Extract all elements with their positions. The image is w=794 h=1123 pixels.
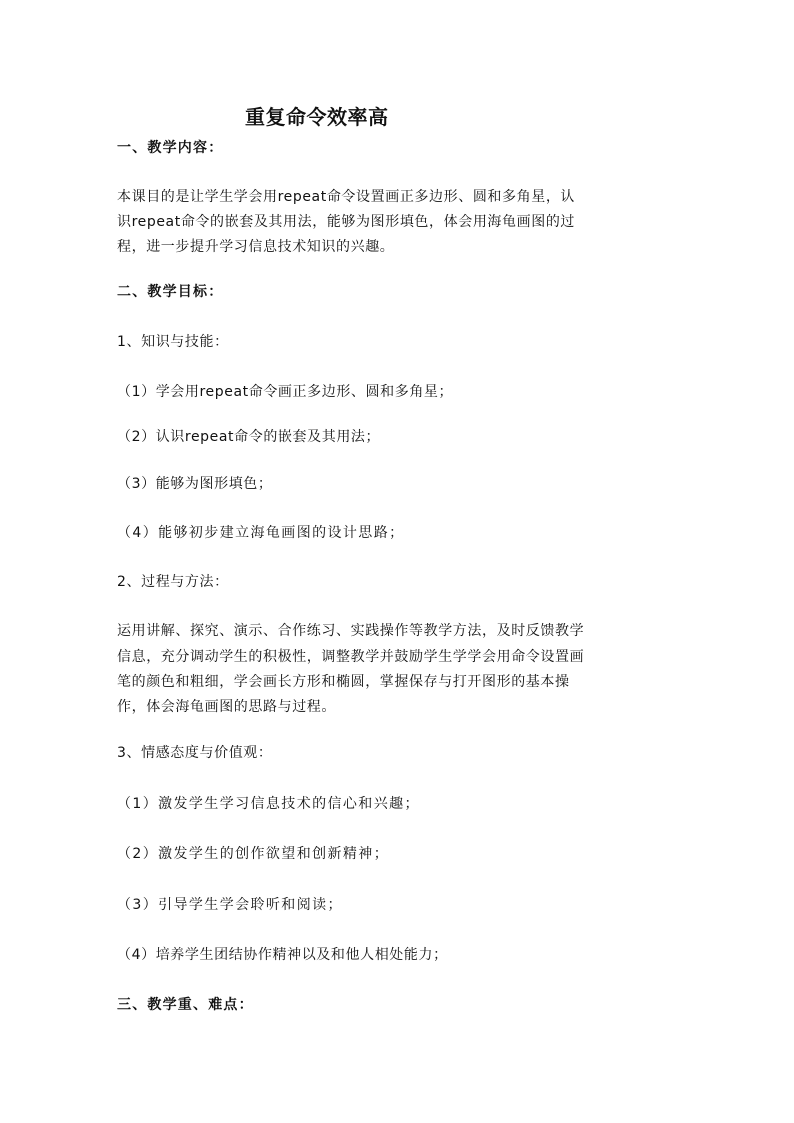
process-paragraph-line-3: 笔的颜色和粗细，学会画长方形和椭圆，掌握保存与打开图形的基本操 (117, 674, 570, 690)
list-item: （1）激发学生学习信息技术的信心和兴趣； (117, 796, 420, 812)
list-item: （4）培养学生团结协作精神以及和他人相处能力； (117, 947, 448, 963)
list-item: （3）引导学生学会聆听和阅读； (117, 897, 343, 913)
subsection-label-process: 2、过程与方法： (117, 574, 229, 590)
list-item: （1）学会用repeat命令画正多边形、圆和多角星； (117, 384, 454, 400)
list-item: （3）能够为图形填色； (117, 476, 273, 492)
list-item: （2）认识repeat命令的嵌套及其用法； (117, 429, 381, 445)
subsection-label-knowledge: 1、知识与技能： (117, 334, 229, 350)
content-paragraph-line-1: 本课目的是让学生学会用repeat命令设置画正多边形、圆和多角星，认 (117, 189, 576, 205)
section-heading-content: 一、教学内容： (117, 140, 224, 156)
document-title: 重复命令效率高 (245, 105, 389, 129)
section-heading-key-points: 三、教学重、难点： (117, 997, 254, 1013)
process-paragraph-line-1: 运用讲解、探究、演示、合作练习、实践操作等教学方法，及时反馈教学 (117, 623, 585, 639)
section-heading-objectives: 二、教学目标： (117, 284, 224, 300)
list-item: （2）激发学生的创作欲望和创新精神； (117, 846, 390, 862)
process-paragraph-line-2: 信息，充分调动学生的积极性，调整教学并鼓励学生学学会用命令设置画 (117, 649, 585, 665)
content-paragraph-line-2: 识repeat命令的嵌套及其用法，能够为图形填色，体会用海龟画图的过 (117, 214, 576, 230)
list-item: （4）能够初步建立海龟画图的设计思路； (117, 525, 405, 541)
process-paragraph-line-4: 作，体会海龟画图的思路与过程。 (117, 699, 336, 715)
subsection-label-attitude: 3、情感态度与价值观： (117, 745, 273, 761)
content-paragraph-line-3: 程，进一步提升学习信息技术知识的兴趣。 (117, 239, 395, 255)
